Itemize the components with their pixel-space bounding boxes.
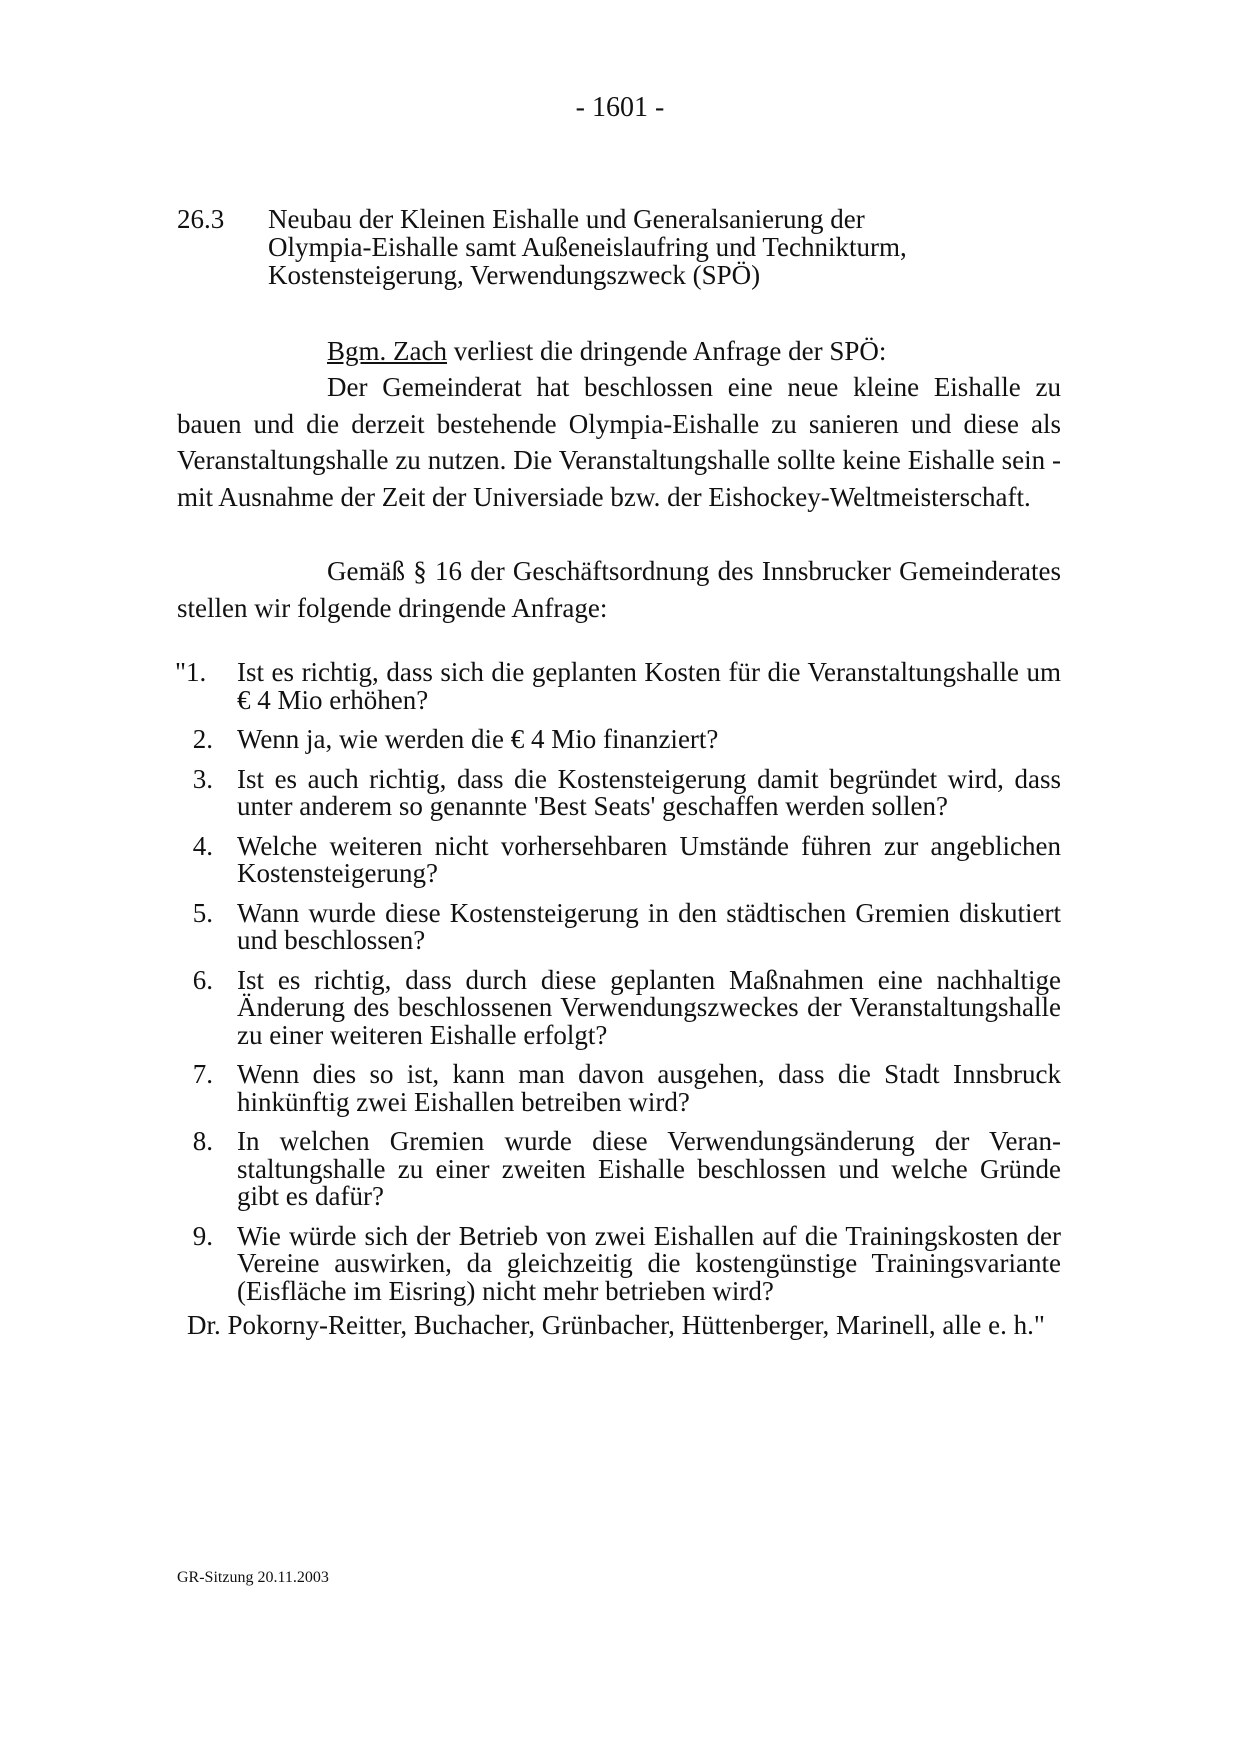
speaker-name: Bgm. Zach	[327, 336, 447, 366]
question-item	[177, 726, 1061, 754]
question-number: 6.	[192, 964, 213, 995]
question-text: Wie würde sich der Betrieb von zwei Eishallen auf die Trainingskosten der Vereine auswirken, da gleichzeitig die kostengünstige Trainingsvariante (Eisfläche im Eisring) nicht mehr betrieben wird?	[237, 1220, 1061, 1306]
question-text: Wenn dies so ist, kann man davon ausgehen, dass die Stadt Innsbruck hinkünftig zwei Eishallen betreiben wird?	[237, 1059, 1061, 1117]
speaker-line	[327, 333, 886, 369]
question-text: Wenn ja, wie werden die € 4 Mio finanziert?	[237, 724, 719, 754]
page-number: - 1601 -	[575, 92, 665, 123]
question-list	[177, 659, 1061, 1317]
question-text: Wann wurde diese Kostensteigerung in den städtischen Gremien diskutiert und beschlossen?	[237, 897, 1061, 955]
question-number: 3.	[192, 763, 213, 794]
question-number: 8.	[192, 1126, 213, 1156]
section-number: 26.3	[177, 204, 225, 234]
question-text: Ist es auch richtig, dass die Kostensteigerung damit begründet wird, dass unter anderem so genannte 'Best Seats' geschaffen werden sollen?	[237, 763, 1061, 821]
question-number: 9.	[192, 1220, 213, 1251]
question-text: Ist es richtig, dass durch diese geplanten Maßnahmen eine nachhaltige Änderung des beschlossenen Verwendungszweckes der Veranstaltungshalle zu einer weiteren Eishalle erfolgt?	[237, 964, 1061, 1050]
question-item	[177, 659, 1061, 714]
question-number: "1.	[175, 657, 207, 687]
signers: Dr. Pokorny-Reitter, Buchacher, Grünbacher, Hüttenberger, Marinell, alle e. h."	[187, 1310, 1045, 1340]
body-paragraph-intro: Der Gemeinderat hat beschlossen eine neue kleine Eishalle zu bauen und die derzeit bestehende Olympia-Eishalle zu sanieren und diese als Veranstaltungshalle zu nutzen. Die Veranstaltungshalle sollte keine Eishalle sein - mit Ausnahme der Zeit der Universiade bzw. der Eishockey-Weltmeisterschaft.	[177, 372, 1061, 512]
question-item	[177, 897, 1061, 955]
question-number: 4.	[192, 830, 213, 861]
question-item	[177, 964, 1061, 1050]
question-item	[177, 1220, 1061, 1306]
section-title: Neubau der Kleinen Eishalle und Generalsanierung der Olympia-Eishalle samt Außeneislaufring und Technikturm, Kostensteigerung, Verwendungszweck (SPÖ)	[268, 204, 907, 290]
question-number: 5.	[192, 897, 213, 928]
question-number: 7.	[192, 1059, 213, 1089]
question-item	[177, 830, 1061, 888]
footer-session-date: GR-Sitzung 20.11.2003	[177, 1569, 329, 1586]
question-number: 2.	[192, 724, 213, 754]
question-text: Welche weiteren nicht vorhersehbaren Umstände führen zur angeblichen Kostensteigerung?	[237, 830, 1061, 888]
question-text: In welchen Gremien wurde diese Verwendungsänderung der Veranstaltungshalle zu einer zweiten Eishalle beschlossen und welche Gründe gibt es dafür?	[237, 1126, 1061, 1211]
question-item	[177, 1061, 1061, 1116]
speaker-text: verliest die dringende Anfrage der SPÖ:	[446, 336, 887, 366]
question-item	[177, 1128, 1061, 1211]
question-item	[177, 763, 1061, 821]
body-paragraph-request: Gemäß § 16 der Geschäftsordnung des Innsbrucker Gemeinderates stellen wir folgende dringende Anfrage:	[177, 556, 1061, 623]
question-text: Ist es richtig, dass sich die geplanten Kosten für die Veranstaltungshalle um € 4 Mio erhöhen?	[237, 657, 1061, 715]
